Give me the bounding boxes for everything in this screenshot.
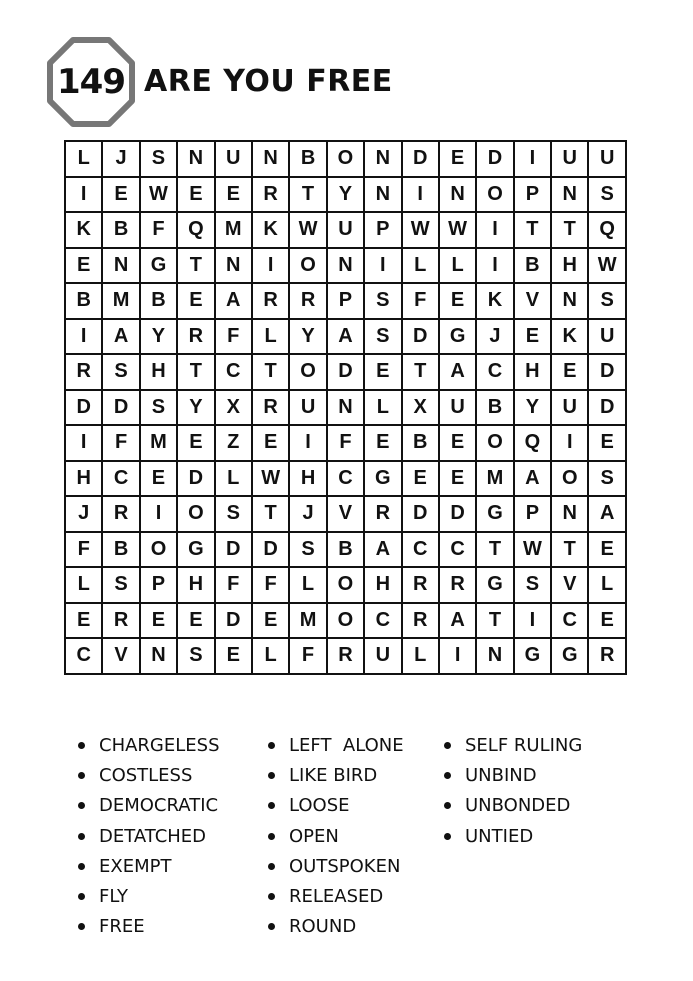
grid-cell[interactable]: R xyxy=(328,639,365,675)
bullet-icon xyxy=(268,802,275,809)
word-label: UNBIND xyxy=(465,764,537,786)
grid-cell[interactable]: C xyxy=(365,604,402,640)
grid-cell[interactable]: F xyxy=(253,568,290,604)
grid-cell[interactable]: V xyxy=(552,568,589,604)
grid-cell[interactable]: I xyxy=(515,604,552,640)
grid-cell[interactable]: T xyxy=(178,355,215,391)
grid-cell[interactable]: O xyxy=(328,604,365,640)
word-label: FLY xyxy=(99,886,128,908)
grid-cell[interactable]: I xyxy=(403,178,440,214)
bullet-icon xyxy=(78,923,85,930)
grid-cell[interactable]: I xyxy=(290,426,327,462)
grid-cell[interactable]: E xyxy=(589,426,626,462)
grid-cell[interactable]: B xyxy=(515,249,552,285)
grid-cell[interactable]: A xyxy=(328,320,365,356)
word-label: UNTIED xyxy=(465,825,534,847)
grid-cell[interactable]: C xyxy=(403,533,440,569)
grid-cell[interactable]: B xyxy=(477,391,514,427)
grid-cell[interactable]: R xyxy=(365,497,402,533)
word-label: LIKE BIRD xyxy=(289,764,378,786)
grid-cell[interactable]: L xyxy=(365,391,402,427)
grid-cell[interactable]: Y xyxy=(290,320,327,356)
grid-cell[interactable]: E xyxy=(365,355,402,391)
grid-cell[interactable]: A xyxy=(440,355,477,391)
bullet-icon xyxy=(444,802,451,809)
grid-cell[interactable]: Y xyxy=(178,391,215,427)
grid-cell[interactable]: Q xyxy=(589,213,626,249)
grid-cell[interactable]: L xyxy=(216,462,253,498)
grid-cell[interactable]: J xyxy=(477,320,514,356)
grid-cell[interactable]: J xyxy=(103,142,140,178)
grid-cell[interactable]: R xyxy=(403,568,440,604)
grid-cell[interactable]: T xyxy=(253,355,290,391)
grid-cell[interactable]: N xyxy=(365,142,402,178)
grid-cell[interactable]: E xyxy=(141,604,178,640)
grid-cell[interactable]: S xyxy=(178,639,215,675)
grid-cell[interactable]: T xyxy=(290,178,327,214)
grid-cell[interactable]: E xyxy=(589,533,626,569)
grid-cell[interactable]: U xyxy=(552,142,589,178)
word-label: UNBONDED xyxy=(465,795,571,817)
grid-cell[interactable]: F xyxy=(141,213,178,249)
grid-cell[interactable]: E xyxy=(66,604,103,640)
grid-cell[interactable]: D xyxy=(66,391,103,427)
grid-cell[interactable]: P xyxy=(515,178,552,214)
grid-cell[interactable]: I xyxy=(66,320,103,356)
grid-cell[interactable]: J xyxy=(290,497,327,533)
grid-cell[interactable]: D xyxy=(589,355,626,391)
grid-cell[interactable]: T xyxy=(552,213,589,249)
word-list-item xyxy=(78,851,220,881)
grid-cell[interactable]: D xyxy=(403,497,440,533)
grid-cell[interactable]: G xyxy=(552,639,589,675)
grid-cell[interactable]: S xyxy=(141,391,178,427)
grid-cell[interactable]: E xyxy=(440,284,477,320)
grid-cell[interactable]: X xyxy=(403,391,440,427)
grid-cell[interactable]: R xyxy=(103,497,140,533)
grid-cell[interactable]: S xyxy=(589,178,626,214)
grid-cell[interactable]: G xyxy=(440,320,477,356)
grid-cell[interactable]: E xyxy=(589,604,626,640)
grid-cell[interactable]: D xyxy=(403,320,440,356)
grid-cell[interactable]: O xyxy=(290,249,327,285)
grid-cell[interactable]: S xyxy=(103,355,140,391)
grid-cell[interactable]: U xyxy=(290,391,327,427)
word-list-item xyxy=(444,760,582,790)
grid-cell[interactable]: A xyxy=(365,533,402,569)
grid-cell[interactable]: K xyxy=(66,213,103,249)
grid-cell[interactable]: S xyxy=(216,497,253,533)
puzzle-number-badge xyxy=(46,36,136,128)
word-label: ROUND xyxy=(289,916,357,938)
grid-cell[interactable]: V xyxy=(515,284,552,320)
grid-cell[interactable]: G xyxy=(365,462,402,498)
word-list-item xyxy=(444,730,582,760)
grid-cell[interactable]: P xyxy=(328,284,365,320)
word-label: EXEMPT xyxy=(99,855,172,877)
word-label: LEFT ALONE xyxy=(289,734,404,756)
grid-cell[interactable]: T xyxy=(253,497,290,533)
grid-cell[interactable]: G xyxy=(515,639,552,675)
grid-cell[interactable]: A xyxy=(216,284,253,320)
grid-cell[interactable]: C xyxy=(66,639,103,675)
grid-cell[interactable]: S xyxy=(141,142,178,178)
word-label: FREE xyxy=(99,916,145,938)
word-list-column xyxy=(78,730,220,942)
word-list-item xyxy=(268,912,404,942)
grid-cell[interactable]: B xyxy=(328,533,365,569)
grid-cell[interactable]: Q xyxy=(178,213,215,249)
grid-cell[interactable]: N xyxy=(440,178,477,214)
grid-cell[interactable]: D xyxy=(103,391,140,427)
grid-cell[interactable]: P xyxy=(515,497,552,533)
grid-cell[interactable]: W xyxy=(141,178,178,214)
grid-cell[interactable]: O xyxy=(328,568,365,604)
grid-cell[interactable]: E xyxy=(141,462,178,498)
grid-cell[interactable]: R xyxy=(66,355,103,391)
grid-cell[interactable]: W xyxy=(440,213,477,249)
word-list-item xyxy=(268,851,404,881)
grid-cell[interactable]: I xyxy=(141,497,178,533)
grid-cell[interactable]: I xyxy=(515,142,552,178)
grid-cell[interactable]: D xyxy=(178,462,215,498)
bullet-icon xyxy=(78,742,85,749)
grid-cell[interactable]: O xyxy=(552,462,589,498)
grid-cell[interactable]: S xyxy=(365,320,402,356)
grid-cell[interactable]: R xyxy=(253,178,290,214)
grid-cell[interactable]: S xyxy=(365,284,402,320)
bullet-icon xyxy=(268,923,275,930)
grid-cell[interactable]: B xyxy=(290,142,327,178)
grid-cell[interactable]: K xyxy=(477,284,514,320)
word-list xyxy=(78,730,638,950)
bullet-icon xyxy=(78,772,85,779)
word-list-item xyxy=(268,760,404,790)
grid-cell[interactable]: O xyxy=(477,426,514,462)
grid-cell[interactable]: G xyxy=(141,249,178,285)
bullet-icon xyxy=(78,833,85,840)
grid-cell[interactable]: N xyxy=(552,178,589,214)
grid-cell[interactable]: L xyxy=(253,320,290,356)
word-list-item xyxy=(78,730,220,760)
grid-cell[interactable]: C xyxy=(216,355,253,391)
grid-cell[interactable]: T xyxy=(403,355,440,391)
grid-cell[interactable]: S xyxy=(103,568,140,604)
word-label: DEMOCRATIC xyxy=(99,795,219,817)
grid-cell[interactable]: F xyxy=(103,426,140,462)
grid-cell[interactable]: M xyxy=(290,604,327,640)
grid-cell[interactable]: U xyxy=(552,391,589,427)
grid-cell[interactable]: C xyxy=(103,462,140,498)
grid-cell[interactable]: F xyxy=(66,533,103,569)
grid-cell[interactable]: E xyxy=(178,426,215,462)
grid-cell[interactable]: L xyxy=(66,142,103,178)
grid-cell[interactable]: V xyxy=(328,497,365,533)
grid-cell[interactable]: G xyxy=(477,568,514,604)
grid-cell[interactable]: M xyxy=(216,213,253,249)
grid-cell[interactable]: A xyxy=(589,497,626,533)
grid-cell[interactable]: I xyxy=(552,426,589,462)
grid-cell[interactable]: F xyxy=(403,284,440,320)
word-list-column xyxy=(444,730,582,851)
grid-cell[interactable]: E xyxy=(253,604,290,640)
puzzle-header xyxy=(46,36,646,132)
grid-cell[interactable]: W xyxy=(403,213,440,249)
grid-cell[interactable]: I xyxy=(477,249,514,285)
grid-cell[interactable]: D xyxy=(328,355,365,391)
grid-cell[interactable]: E xyxy=(103,178,140,214)
grid-cell[interactable]: O xyxy=(141,533,178,569)
grid-cell[interactable]: B xyxy=(141,284,178,320)
grid-cell[interactable]: V xyxy=(103,639,140,675)
grid-cell[interactable]: I xyxy=(66,426,103,462)
bullet-icon xyxy=(444,772,451,779)
grid-cell[interactable]: N xyxy=(253,142,290,178)
word-list-item xyxy=(268,730,404,760)
grid-cell[interactable]: I xyxy=(66,178,103,214)
grid-cell[interactable]: E xyxy=(552,355,589,391)
grid-cell[interactable]: G xyxy=(178,533,215,569)
word-search-grid xyxy=(64,140,627,675)
word-label: LOOSE xyxy=(289,795,350,817)
word-list-item xyxy=(268,791,404,821)
word-list-item xyxy=(78,821,220,851)
word-list-item xyxy=(444,791,582,821)
grid-cell[interactable]: J xyxy=(66,497,103,533)
word-label: COSTLESS xyxy=(99,764,193,786)
word-label: DETATCHED xyxy=(99,825,207,847)
grid-cell[interactable]: O xyxy=(328,142,365,178)
bullet-icon xyxy=(268,772,275,779)
grid-cell[interactable]: D xyxy=(477,142,514,178)
bullet-icon xyxy=(78,802,85,809)
grid-cell[interactable]: B xyxy=(66,284,103,320)
grid-cell[interactable]: C xyxy=(477,355,514,391)
grid-cell[interactable]: K xyxy=(253,213,290,249)
grid-cell[interactable]: N xyxy=(328,391,365,427)
grid-cell[interactable]: O xyxy=(477,178,514,214)
grid-cell[interactable]: I xyxy=(477,213,514,249)
grid-cell[interactable]: R xyxy=(589,639,626,675)
grid-cell[interactable]: N xyxy=(178,142,215,178)
grid-cell[interactable]: X xyxy=(216,391,253,427)
bullet-icon xyxy=(268,863,275,870)
grid-cell[interactable]: B xyxy=(103,213,140,249)
grid-cell[interactable]: G xyxy=(477,497,514,533)
grid-cell[interactable]: R xyxy=(178,320,215,356)
grid-cell[interactable]: N xyxy=(365,178,402,214)
grid-cell[interactable]: C xyxy=(552,604,589,640)
bullet-icon xyxy=(268,742,275,749)
grid-cell[interactable]: S xyxy=(290,533,327,569)
grid-cell[interactable]: D xyxy=(216,533,253,569)
grid-cell[interactable]: N xyxy=(552,497,589,533)
grid-cell[interactable]: S xyxy=(515,568,552,604)
grid-cell[interactable]: E xyxy=(178,178,215,214)
grid-cell[interactable]: M xyxy=(477,462,514,498)
grid-cell[interactable]: N xyxy=(552,284,589,320)
grid-cell[interactable]: N xyxy=(216,249,253,285)
grid-cell[interactable]: T xyxy=(515,213,552,249)
bullet-icon xyxy=(268,833,275,840)
grid-cell[interactable]: W xyxy=(253,462,290,498)
grid-cell[interactable]: Y xyxy=(515,391,552,427)
grid-cell[interactable]: L xyxy=(290,568,327,604)
word-list-item xyxy=(268,821,404,851)
grid-cell[interactable]: W xyxy=(515,533,552,569)
grid-cell[interactable]: P xyxy=(141,568,178,604)
grid-cell[interactable]: R xyxy=(253,391,290,427)
grid-cell[interactable]: C xyxy=(440,533,477,569)
grid-cell[interactable]: R xyxy=(253,284,290,320)
bullet-icon xyxy=(78,863,85,870)
grid-cell[interactable]: R xyxy=(440,568,477,604)
bullet-icon xyxy=(444,833,451,840)
word-list-item xyxy=(268,881,404,911)
grid-cell[interactable]: R xyxy=(403,604,440,640)
grid-cell[interactable]: L xyxy=(589,568,626,604)
grid-cell[interactable]: H xyxy=(552,249,589,285)
grid-cell[interactable]: U xyxy=(589,320,626,356)
grid-cell[interactable]: S xyxy=(589,284,626,320)
grid-cell[interactable]: B xyxy=(103,533,140,569)
grid-cell[interactable]: E xyxy=(440,426,477,462)
word-label: CHARGELESS xyxy=(99,734,220,756)
grid-cell[interactable]: T xyxy=(477,604,514,640)
word-list-column xyxy=(268,730,404,942)
word-label: OPEN xyxy=(289,825,339,847)
grid-cell[interactable]: H xyxy=(178,568,215,604)
grid-cell[interactable]: H xyxy=(141,355,178,391)
bullet-icon xyxy=(444,742,451,749)
word-list-item xyxy=(78,912,220,942)
word-list-item xyxy=(78,760,220,790)
grid-cell[interactable]: M xyxy=(103,284,140,320)
grid-cell[interactable]: H xyxy=(515,355,552,391)
grid-cell[interactable]: E xyxy=(178,604,215,640)
word-list-item xyxy=(444,821,582,851)
grid-cell[interactable]: I xyxy=(440,639,477,675)
grid-cell[interactable]: S xyxy=(589,462,626,498)
grid-cell[interactable]: R xyxy=(103,604,140,640)
grid-cell[interactable]: L xyxy=(440,249,477,285)
grid-cell[interactable]: E xyxy=(253,426,290,462)
grid-cell[interactable]: E xyxy=(440,462,477,498)
grid-cell[interactable]: L xyxy=(253,639,290,675)
grid-cell[interactable]: R xyxy=(290,284,327,320)
grid-cell[interactable]: C xyxy=(328,462,365,498)
word-label: OUTSPOKEN xyxy=(289,855,401,877)
grid-cell[interactable]: D xyxy=(216,604,253,640)
grid-cell[interactable]: U xyxy=(365,639,402,675)
grid-cell[interactable]: O xyxy=(178,497,215,533)
grid-cell[interactable]: W xyxy=(589,249,626,285)
grid-cell[interactable]: T xyxy=(178,249,215,285)
word-label: SELF RULING xyxy=(465,734,583,756)
word-list-item xyxy=(78,881,220,911)
grid-cell[interactable]: I xyxy=(253,249,290,285)
grid-cell[interactable]: D xyxy=(253,533,290,569)
grid-cell[interactable]: U xyxy=(328,213,365,249)
grid-cell[interactable]: Q xyxy=(515,426,552,462)
grid-cell[interactable]: H xyxy=(365,568,402,604)
word-list-item xyxy=(78,791,220,821)
grid-cell[interactable]: N xyxy=(477,639,514,675)
grid-cell[interactable]: P xyxy=(365,213,402,249)
grid-cell[interactable]: A xyxy=(515,462,552,498)
grid-cell[interactable]: N xyxy=(328,249,365,285)
grid-cell[interactable]: Z xyxy=(216,426,253,462)
grid-cell[interactable]: O xyxy=(290,355,327,391)
grid-cell[interactable]: L xyxy=(403,249,440,285)
word-label: RELEASED xyxy=(289,886,384,908)
grid-cell[interactable]: K xyxy=(552,320,589,356)
grid-cell[interactable]: U xyxy=(440,391,477,427)
grid-cell[interactable]: A xyxy=(103,320,140,356)
grid-cell[interactable]: E xyxy=(403,462,440,498)
grid-cell[interactable]: T xyxy=(477,533,514,569)
grid-cell[interactable]: E xyxy=(178,284,215,320)
grid-cell[interactable]: B xyxy=(403,426,440,462)
grid-cell[interactable]: E xyxy=(216,639,253,675)
grid-cell[interactable]: E xyxy=(440,142,477,178)
grid-cell[interactable]: F xyxy=(216,568,253,604)
grid-cell[interactable]: L xyxy=(66,568,103,604)
grid-cell[interactable]: H xyxy=(290,462,327,498)
grid-cell[interactable]: H xyxy=(66,462,103,498)
grid-cell[interactable]: D xyxy=(403,142,440,178)
grid-cell[interactable]: M xyxy=(141,426,178,462)
grid-cell[interactable]: F xyxy=(328,426,365,462)
grid-cell[interactable]: Y xyxy=(141,320,178,356)
grid-cell[interactable]: N xyxy=(103,249,140,285)
grid-cell[interactable]: A xyxy=(440,604,477,640)
grid-cell[interactable]: Y xyxy=(328,178,365,214)
grid-cell[interactable]: T xyxy=(552,533,589,569)
grid-cell[interactable]: E xyxy=(365,426,402,462)
grid-cell[interactable]: F xyxy=(290,639,327,675)
bullet-icon xyxy=(78,893,85,900)
grid-cell[interactable]: D xyxy=(589,391,626,427)
grid-cell[interactable]: E xyxy=(515,320,552,356)
grid-cell[interactable]: D xyxy=(440,497,477,533)
grid-cell[interactable]: E xyxy=(66,249,103,285)
puzzle-number: 149 xyxy=(57,62,125,102)
grid-cell[interactable]: U xyxy=(589,142,626,178)
grid-cell[interactable]: L xyxy=(403,639,440,675)
bullet-icon xyxy=(268,893,275,900)
grid-cell[interactable]: W xyxy=(290,213,327,249)
grid-cell[interactable]: I xyxy=(365,249,402,285)
grid-cell[interactable]: N xyxy=(141,639,178,675)
grid-cell[interactable]: U xyxy=(216,142,253,178)
grid-cell[interactable]: F xyxy=(216,320,253,356)
grid-cell[interactable]: E xyxy=(216,178,253,214)
puzzle-title: ARE YOU FREE xyxy=(144,64,393,99)
